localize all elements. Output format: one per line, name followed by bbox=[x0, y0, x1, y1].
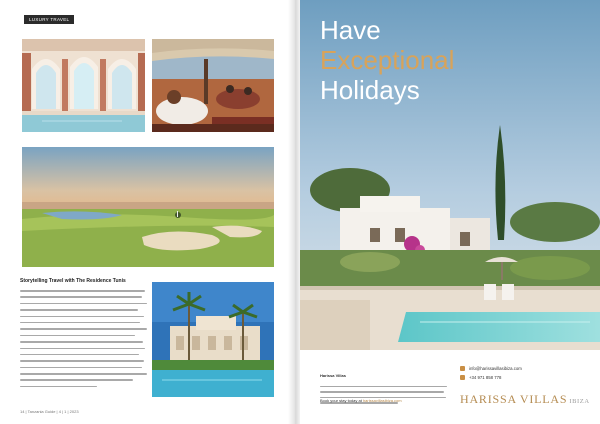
phone-icon bbox=[460, 375, 465, 380]
cta-link[interactable]: harissavillasibiza.com bbox=[362, 398, 402, 403]
photo-desert-camp bbox=[152, 39, 274, 132]
contact-email[interactable]: info@harissavillasibiza.com bbox=[469, 366, 522, 371]
folio: 14 | Tanzania Guide | 4 | 1 | 2023 bbox=[20, 409, 79, 414]
headline-line-1: Have bbox=[320, 15, 381, 45]
article-body-text bbox=[20, 290, 148, 390]
article-title: Storytelling Travel with The Residence Tunis bbox=[20, 278, 126, 284]
photo-palm-hotel bbox=[152, 282, 274, 397]
headline-line-2: Exceptional bbox=[320, 45, 455, 75]
headline-line-3: Holidays bbox=[320, 75, 420, 105]
email-icon bbox=[460, 366, 465, 371]
contact-phone[interactable]: +34 971 858 778 bbox=[469, 375, 502, 380]
advert-cta bbox=[320, 398, 402, 403]
brand-logo bbox=[460, 392, 590, 406]
contact-block bbox=[460, 364, 522, 382]
cta-text: Book your stay today at bbox=[320, 398, 362, 403]
brand-location: IBIZA bbox=[569, 398, 590, 405]
description-lead: Harissa Villas bbox=[320, 373, 346, 378]
photo-indoor-pool bbox=[22, 39, 145, 132]
contact-phone-row[interactable] bbox=[460, 373, 522, 382]
contact-email-row[interactable] bbox=[460, 364, 522, 373]
right-page-advert bbox=[300, 0, 600, 424]
photo-golf-course bbox=[22, 147, 274, 267]
left-page bbox=[0, 0, 293, 424]
brand-name: HARISSA VILLAS bbox=[460, 392, 568, 406]
advert-headline bbox=[320, 15, 454, 105]
section-tag: LUXURY TRAVEL bbox=[24, 15, 74, 24]
